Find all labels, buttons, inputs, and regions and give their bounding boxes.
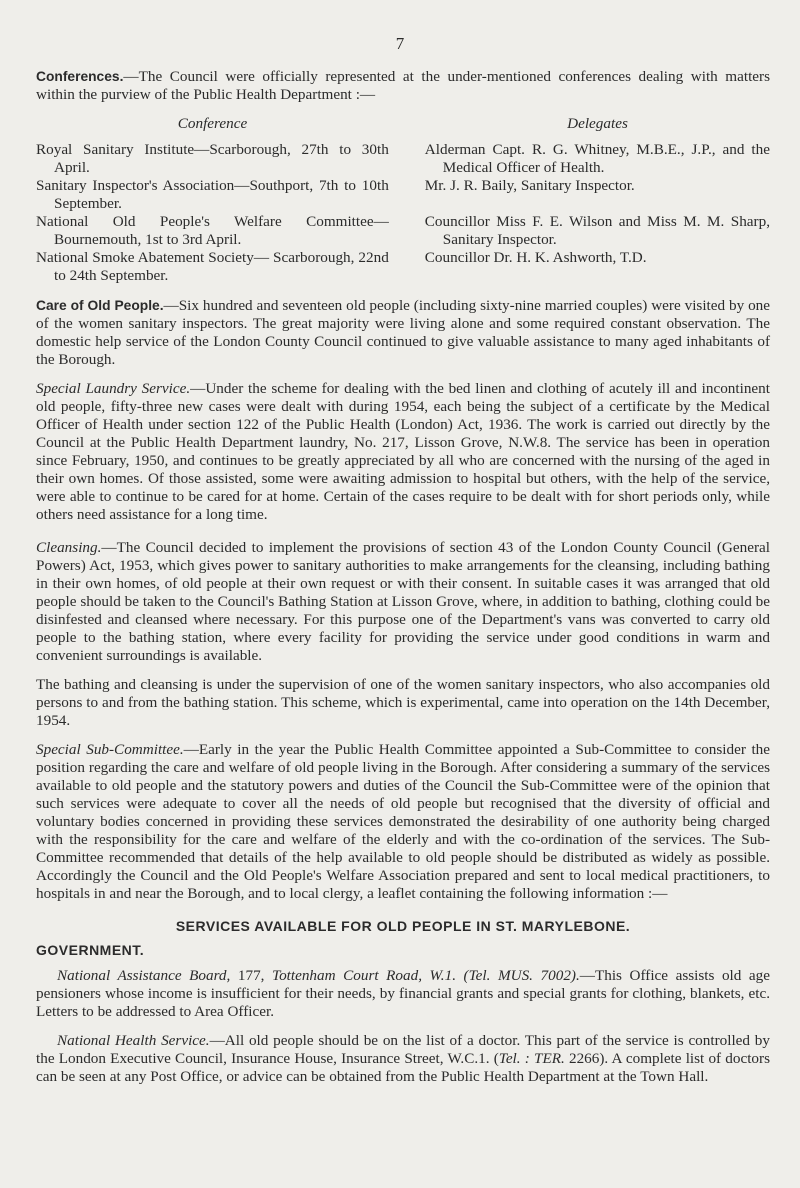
delegates-cell: Councillor Miss F. E. Wilson and Miss M. M. Sharp, Sanitary Inspector. (424, 213, 770, 248)
care-text: —Six hundred and seventeen old people (including sixty-nine married couples) were visited by one of the women sanitary inspectors. The great majority were living alone and some required constant observation. The domestic help service of the London County Council continued to give valuable assistance to many aged inhabitants of the Borough. (36, 297, 770, 368)
conference-cell: National Old People's Welfare Committee— Bournemouth, 1st to 3rd April. (36, 213, 389, 248)
delegates-cell: Mr. J. R. Baily, Sanitary Inspector. (424, 177, 635, 194)
subcommittee-heading: Special Sub-Committee. (36, 741, 184, 758)
table-row (36, 141, 770, 177)
conference-cell: Royal Sanitary Institute—Scarborough, 27th to 30th April. (36, 141, 389, 176)
nhs-text-a: —All old people should be on the list of a doctor. This part of the service is controlled by the London Executive Council, Insurance House, Insurance Street, W.C.1. ( (36, 1032, 770, 1067)
government-heading: GOVERNMENT. (36, 942, 145, 958)
table-row (36, 213, 770, 249)
nhs-paragraph (36, 1032, 770, 1086)
page-body (36, 68, 770, 1097)
nhs-tel: Tel. : TER. (498, 1050, 565, 1067)
conferences-paragraph (36, 68, 770, 104)
conference-cell: National Smoke Abatement Society— Scarborough, 22nd to 24th September. (36, 249, 389, 284)
conferences-table (36, 115, 770, 285)
laundry-heading: Special Laundry Service. (36, 380, 191, 397)
care-paragraph (36, 297, 770, 369)
delegates-cell: Councillor Dr. H. K. Ashworth, T.D. (424, 249, 647, 266)
nab-paragraph (36, 967, 770, 1021)
delegates-cell: Alderman Capt. R. G. Whitney, M.B.E., J.P., and the Medical Officer of Health. (424, 141, 770, 176)
care-heading: Care of Old People. (36, 298, 164, 313)
nab-address: 177, (230, 967, 273, 984)
nab-road: Tottenham Court Road, W.1. (272, 967, 456, 984)
cleansing-heading: Cleansing. (36, 539, 102, 556)
nab-text: —This Office assists old age pensioners whose income is insufficient for their needs, by financial grants and special grants for clothing, blankets, etc. Letters to be addressed to Area Officer. (36, 967, 770, 1020)
cleansing-paragraph-2: The bathing and cleansing is under the supervision of one of the women sanitary inspectors, who also accompanies old persons to and from the bathing station. This scheme, which is experimental, came into operation on the 14th December, 1954. (36, 676, 770, 729)
column-header-delegates: Delegates (567, 115, 628, 132)
page-number: 7 (395, 34, 405, 53)
cleansing-text: —The Council decided to implement the provisions of section 43 of the London County Council (General Powers) Act, 1953, which gives power to sanitary authorities to make arrangements for the cleansing, including bathing in their own homes, of old people at their own request or with their consent. In suitable cases it was arranged that old people should be taken to the Council's Bathing Station at Lisson Grove, where, in addition to bathing, clothing could be disinfested and cleansed where necessary. For this purpose one of the Department's vans was converted to carry old people to the bathing station, where every facility for providing the service under good conditions in warm and convenient surroundings is available. (36, 539, 770, 664)
nab-tel: (Tel. MUS. 7002). (456, 967, 580, 984)
subcommittee-paragraph (36, 741, 770, 903)
subcommittee-text: —Early in the year the Public Health Committee appointed a Sub-Committee to consider the position regarding the care and welfare of old people living in the Borough. After considering a summary of the services available to old people and the statutory powers and duties of the Council the Sub-Committee were of the opinion that such services were adequate to cover all the needs of old people but recognised that the diversity of official and voluntary bodies concerned in providing these services demonstrated the desirability of one authority being charged with the responsibility for the care and welfare of the elderly and with the co-ordination of the services. The Sub-Committee recommended that details of the help available to old people should be distributed as widely as possible. Accordingly the Council and the Old People's Welfare Association prepared and sent to local medical practitioners, to hospitals in and near the Borough, and to local clergy, a leaflet containing the following information :— (36, 741, 770, 902)
laundry-text: —Under the scheme for dealing with the bed linen and clothing of acutely ill and incontinent old people, fifty-three new cases were dealt with during 1954, each being the subject of a certificate by the Medical Officer of Health under section 122 of the Public Health (London) Act, 1936. The work is carried out directly by the Council at the Public Health Department laundry, No. 217, Lisson Grove, N.W.8. The service has been in operation since February, 1950, and continues to be greatly appreciated by all who are concerned with the nursing of the aged in their own homes. Of those assisted, some were awaiting admission to hospital but others, with the help of the service, were able to continue to be cared for at home. Certain of the cases require to be dealt with for short periods only, while others need assistance for a long time. (36, 380, 770, 523)
services-title: SERVICES AVAILABLE FOR OLD PEOPLE IN ST. MARYLEBONE. (175, 918, 631, 934)
conferences-heading: Conferences. (36, 69, 124, 84)
table-row (36, 177, 770, 213)
nhs-heading: National Health Service. (57, 1032, 210, 1049)
column-header-conference: Conference (177, 115, 248, 132)
cleansing-paragraph (36, 539, 770, 665)
conference-cell: Sanitary Inspector's Association—Southport, 7th to 10th September. (36, 177, 389, 212)
conferences-intro: —The Council were officially represented at the under-mentioned conferences dealing with matters within the purview of the Public Health Department :— (36, 68, 770, 103)
nhs-text-b: 2266). A complete list of doctors can be seen at any Post Office, or advice can be obtained from the Public Health Department at the Town Hall. (36, 1050, 770, 1085)
laundry-paragraph (36, 380, 770, 524)
nab-heading: National Assistance Board, (57, 967, 231, 984)
table-row (36, 249, 770, 285)
